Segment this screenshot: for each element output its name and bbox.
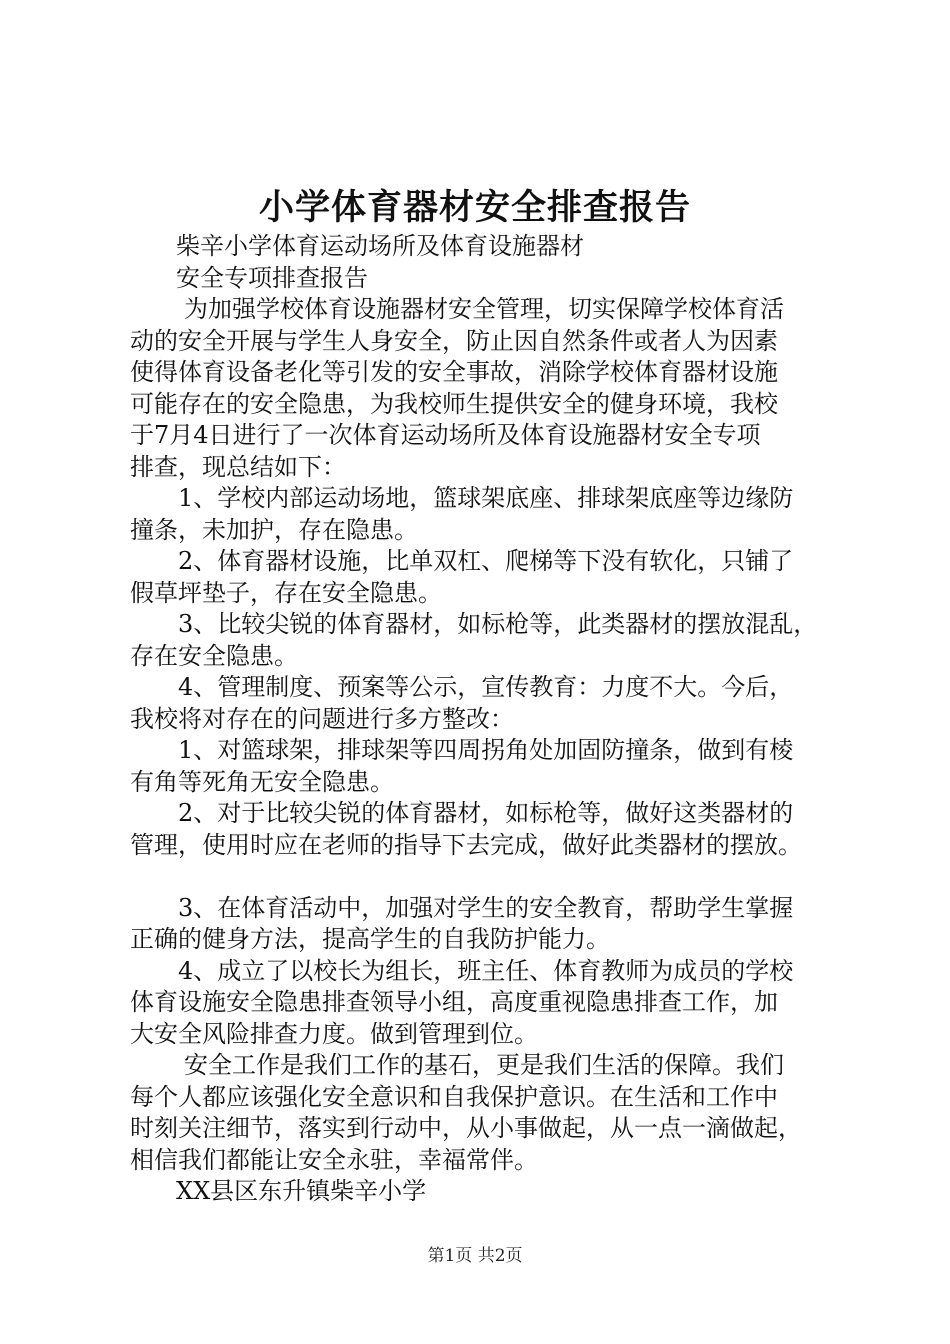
list-item-line: 4、管理制度、预案等公示，宣传教育：力度不大。今后， xyxy=(178,673,794,701)
paragraph-line: 可能存在的安全隐患，为我校师生提供安全的健身环境，我校 xyxy=(130,389,778,418)
list-item-line: 存在安全隐患。 xyxy=(130,641,298,670)
signature-line: XX县区东升镇柴辛小学 xyxy=(176,1177,427,1205)
list-item-line: 我校将对存在的问题进行多方整改： xyxy=(130,704,514,733)
page-footer: 第1页 共2页 xyxy=(427,1246,523,1266)
paragraph-line: 时刻关注细节，落实到行动中，从小事做起，从一点一滴做起， xyxy=(130,1114,802,1142)
subtitle-line: 安全专项排查报告 xyxy=(176,263,368,292)
list-item-line: 2、体育器材设施，比单双杠、爬梯等下没有软化，只铺了 xyxy=(178,547,794,575)
list-item-line: 4、成立了以校长为组长，班主任、体育教师为成员的学校 xyxy=(178,956,794,985)
list-item-line: 3、在体育活动中，加强对学生的安全教育，帮助学生掌握 xyxy=(178,893,794,922)
paragraph-line: 为加强学校体育设施器材安全管理，切实保障学校体育活 xyxy=(184,295,784,323)
document-title: 小学体育器材安全排查报告 xyxy=(258,188,691,228)
paragraph-line: 动的安全开展与学生人身安全，防止因自然条件或者人为因素 xyxy=(130,326,778,355)
list-item-line: 1、对篮球架，排球架等四周拐角处加固防撞条，做到有棱 xyxy=(178,736,794,764)
paragraph-line: 安全工作是我们工作的基石，更是我们生活的保障。我们 xyxy=(184,1051,784,1079)
list-item-line: 2、对于比较尖锐的体育器材，如标枪等，做好这类器材的 xyxy=(178,799,794,827)
list-item-line: 撞条，未加护，存在隐患。 xyxy=(130,515,418,544)
subtitle-line: 柴辛小学体育运动场所及体育设施器材 xyxy=(176,232,584,260)
list-item-line: 3、比较尖锐的体育器材，如标枪等，此类器材的摆放混乱， xyxy=(178,610,818,638)
list-item-line: 体育设施安全隐患排查领导小组，高度重视隐患排查工作，加 xyxy=(130,988,778,1016)
paragraph-line: 每个人都应该强化安全意识和自我保护意识。在生活和工作中 xyxy=(130,1082,778,1111)
paragraph-line: 于7月4日进行了一次体育运动场所及体育设施器材安全专项 xyxy=(130,421,761,449)
list-item-line: 有角等死角无安全隐患。 xyxy=(130,767,394,796)
list-item-line: 大安全风险排查力度。做到管理到位。 xyxy=(130,1019,538,1048)
paragraph-line: 相信我们都能让安全永驻，幸福常伴。 xyxy=(130,1145,538,1174)
paragraph-line: 使得体育设备老化等引发的安全事故，消除学校体育器材设施 xyxy=(130,358,778,386)
list-item-line: 1、学校内部运动场地，篮球架底座、排球架底座等边缘防 xyxy=(178,484,794,512)
list-item-line: 正确的健身方法，提高学生的自我防护能力。 xyxy=(130,925,610,953)
paragraph-line: 排查，现总结如下： xyxy=(130,452,346,481)
list-item-line: 管理，使用时应在老师的指导下去完成，做好此类器材的摆放。 xyxy=(130,830,802,859)
document-body xyxy=(130,231,850,1208)
list-item-line: 假草坪垫子，存在安全隐患。 xyxy=(130,578,442,607)
blank-line xyxy=(130,861,850,893)
